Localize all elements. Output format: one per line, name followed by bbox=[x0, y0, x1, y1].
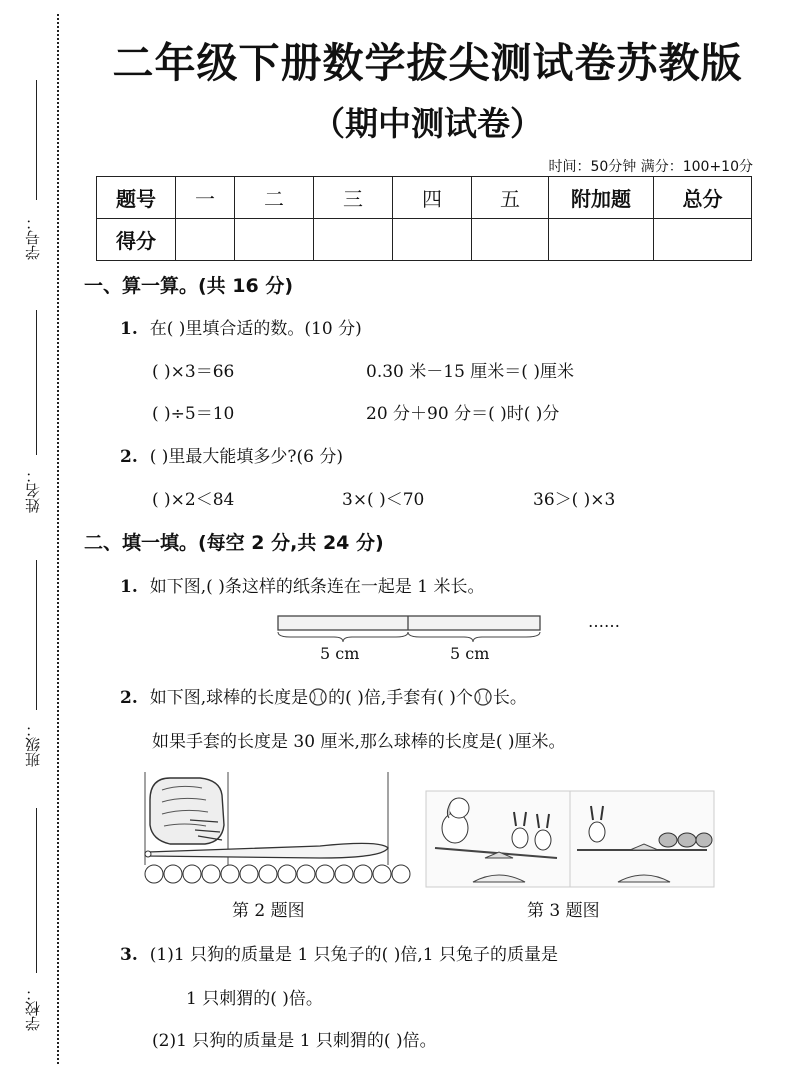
hedgehog-icon bbox=[659, 833, 677, 847]
section1-heading: 一、算一算。(共 16 分) bbox=[84, 275, 294, 297]
s1-q1-item: ( )×3＝66 bbox=[152, 362, 235, 382]
class-label: 班级： bbox=[24, 722, 42, 767]
s1-q1-item: 20 分＋90 分＝( )时( )分 bbox=[366, 404, 560, 424]
baseball-icon bbox=[308, 688, 328, 706]
ball-row bbox=[145, 865, 410, 883]
figure-2-caption: 第 2 题图 bbox=[232, 901, 305, 921]
score-header-cell: 四 bbox=[393, 177, 472, 219]
time-info: 时间：50分钟 满分：100+10分 bbox=[548, 159, 753, 175]
student-number-label: 学号： bbox=[24, 215, 42, 260]
score-cell[interactable] bbox=[549, 219, 654, 261]
s2-q3-number: 3. bbox=[120, 945, 138, 965]
score-header-cell: 一 bbox=[176, 177, 235, 219]
paper-strip bbox=[278, 616, 540, 630]
score-table bbox=[96, 176, 752, 261]
s1-q2-item: 3×( )＜70 bbox=[342, 490, 425, 510]
s2-q2-number: 2. bbox=[120, 688, 138, 708]
hedgehog-icon bbox=[678, 833, 696, 847]
page-subtitle: （期中测试卷） bbox=[312, 104, 543, 143]
s1-q1-prompt bbox=[120, 314, 362, 339]
s2-q2-text-a: 如下图,球棒的长度是 bbox=[149, 688, 309, 708]
strip-label: 5 cm bbox=[450, 644, 490, 663]
s1-q2-item: ( )×2＜84 bbox=[152, 490, 235, 510]
baseball-icon bbox=[473, 688, 493, 706]
figure-3-caption: 第 3 题图 bbox=[527, 901, 600, 921]
score-table-header-row bbox=[97, 177, 752, 219]
s1-q1-item: ( )÷5＝10 bbox=[152, 404, 235, 424]
score-cell[interactable] bbox=[654, 219, 752, 261]
score-cell[interactable] bbox=[393, 219, 472, 261]
figure-3-balances bbox=[425, 790, 715, 888]
figure-2-glove-bat bbox=[140, 770, 415, 890]
score-header-cell: 二 bbox=[235, 177, 314, 219]
score-cell[interactable] bbox=[472, 219, 549, 261]
s1-q1-text: 在( )里填合适的数。(10 分) bbox=[149, 319, 362, 339]
s2-q3-line1 bbox=[120, 940, 558, 965]
s2-q2-prompt bbox=[120, 683, 527, 708]
score-cell[interactable] bbox=[314, 219, 393, 261]
s2-q1-number: 1. bbox=[120, 577, 138, 597]
score-header-cell: 题号 bbox=[97, 177, 176, 219]
hedgehog-icon bbox=[696, 833, 712, 847]
s1-q2-text: ( )里最大能填多少?(6 分) bbox=[149, 447, 344, 467]
bat-icon bbox=[145, 843, 388, 858]
score-table-score-row bbox=[97, 219, 752, 261]
s1-q1-number: 1. bbox=[120, 319, 138, 339]
s2-q3-line3: (2)1 只狗的质量是 1 只刺猬的( )倍。 bbox=[152, 1031, 437, 1051]
s2-q2-text2: 如果手套的长度是 30 厘米,那么球棒的长度是( )厘米。 bbox=[152, 732, 566, 752]
class-field bbox=[18, 560, 52, 770]
s1-q2-prompt bbox=[120, 442, 343, 467]
strip-ellipsis: …… bbox=[588, 612, 620, 631]
score-header-cell: 总分 bbox=[654, 177, 752, 219]
student-number-field bbox=[18, 80, 52, 270]
s1-q1-item: 0.30 米－15 厘米＝( )厘米 bbox=[366, 362, 574, 382]
s2-q2-text-b: 的( )倍,手套有( )个 bbox=[328, 688, 473, 708]
s2-q1-prompt bbox=[120, 572, 484, 597]
s2-q3-text1: (1)1 只狗的质量是 1 只兔子的( )倍,1 只兔子的质量是 bbox=[149, 945, 558, 965]
s2-q3-line2: 1 只刺猬的( )倍。 bbox=[186, 989, 323, 1009]
binding-dotted-line bbox=[57, 14, 59, 1064]
s2-q1-text: 如下图,( )条这样的纸条连在一起是 1 米长。 bbox=[149, 577, 485, 597]
name-field bbox=[18, 310, 52, 513]
section2-heading: 二、填一填。(每空 2 分,共 24 分) bbox=[84, 532, 384, 554]
score-header-cell: 三 bbox=[314, 177, 393, 219]
school-field bbox=[18, 808, 52, 1038]
s2-q2-text-c: 长。 bbox=[492, 688, 527, 708]
score-header-cell: 五 bbox=[472, 177, 549, 219]
score-row-label: 得分 bbox=[97, 219, 176, 261]
s1-q2-number: 2. bbox=[120, 447, 138, 467]
school-label: 学校： bbox=[24, 986, 42, 1031]
name-label: 姓名： bbox=[24, 468, 42, 513]
strip-label: 5 cm bbox=[320, 644, 360, 663]
score-cell[interactable] bbox=[235, 219, 314, 261]
score-cell[interactable] bbox=[176, 219, 235, 261]
score-header-cell: 附加题 bbox=[549, 177, 654, 219]
glove-icon bbox=[150, 778, 224, 844]
s1-q2-item: 36＞( )×3 bbox=[533, 490, 616, 510]
page-title: 二年级下册数学拔尖测试卷苏教版 bbox=[112, 39, 743, 87]
